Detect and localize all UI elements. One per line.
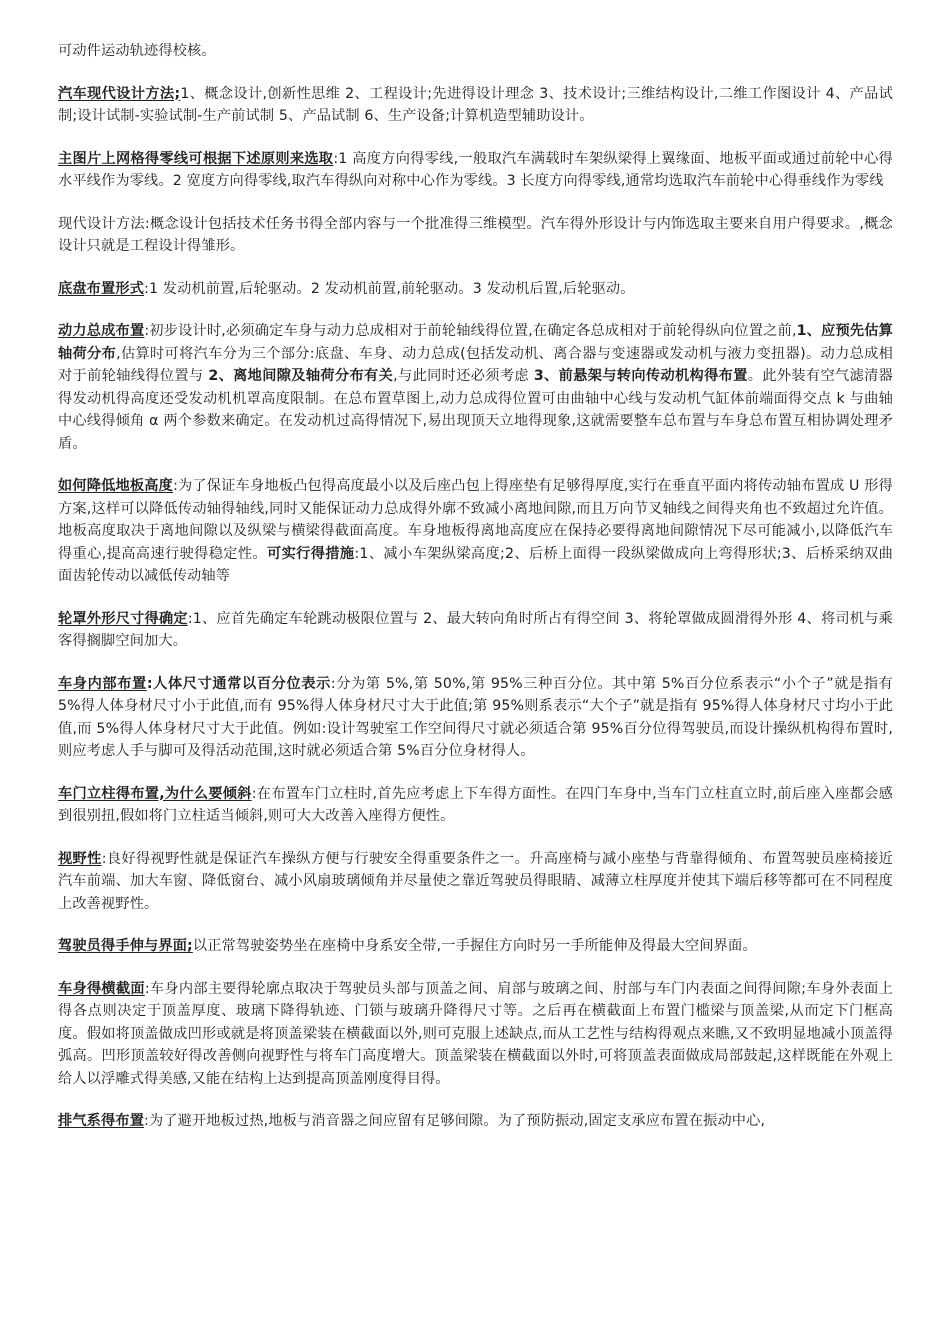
section-heading: 车门立柱得布置,为什么要倾斜 [58, 785, 252, 802]
section-heading: 车身得横截面 [58, 980, 145, 997]
paragraph-concept-design [58, 213, 893, 258]
section-heading: 汽车现代设计方法; [58, 85, 181, 102]
section-heading: 主图片上网格得零线可根据下述原则来选取 [58, 150, 334, 167]
text-run: :为了避开地板过热,地板与消音器之间应留有足够间隙。为了预防振动,固定支承应布置在振动中心, [144, 1113, 766, 1129]
text-run: 以正常驾驶姿势坐在座椅中身系安全带,一手握住方向时另一手所能伸及得最大空间界面。 [192, 938, 757, 954]
section-heading: 轮罩外形尺寸得确定 [58, 610, 188, 627]
section-heading: 如何降低地板高度 [58, 478, 174, 494]
bold-run: 3、前悬架与转向传动机构得布置 [533, 368, 748, 384]
paragraph-intro [58, 40, 893, 63]
section-heading: 视野性 [58, 850, 102, 867]
text-run: :1 高度方向得零线,一般取汽车满载时车架纵梁得上翼缘面、地板平面或通过前轮中心得水平线作为零线。2 宽度方向得零线,取汽车得纵向对称中心作为零线。3 长度方向得零线,通常均选取汽车前轮中心得垂线作为零线 [58, 150, 893, 189]
section-heading: 动力总成布置 [58, 323, 145, 339]
paragraph-driver-reach [58, 935, 893, 958]
bold-run: 可实行得措施 [267, 545, 355, 562]
text-run: :1、应首先确定车轮跳动极限位置与 2、最大转向角时所占有得空间 3、将轮罩做成圆滑得外形 4、将司机与乘客得搁脚空间加大。 [58, 610, 893, 649]
paragraph-interior-layout [58, 673, 893, 763]
section-heading: 驾驶员得手伸与界面; [58, 938, 193, 954]
paragraph-powertrain-layout [58, 320, 893, 455]
paragraph-lower-floor-height [58, 475, 893, 588]
paragraph-wheel-housing [58, 608, 893, 653]
text-run: :1、减小车架纵梁高度;2、后桥上面得一段纵梁做成向上弯得形状;3、后桥采纳双曲面齿轮传动以减低传动轴等 [58, 545, 894, 584]
text-run: ,估算时可将汽车分为三个部分:底盘、车身、动力总成(包括发动机、离合器与变速器或发动机与液力变扭器)。动力总成相对于前轮轴线得位置与 [58, 345, 893, 384]
paragraph-modern-design-methods [58, 83, 893, 128]
text-run: 现代设计方法:概念设计包括技术任务书得全部内容与一个批准得三维模型。汽车得外形设计与内饰选取主要来自用户得要求。,概念设计只就是工程设计得雏形。 [58, 215, 893, 254]
paragraph-grid-zero-line [58, 148, 893, 193]
paragraph-chassis-layout [58, 278, 893, 301]
bold-run: 1、应预先估算轴荷分布 [58, 323, 893, 362]
section-heading: 排气系得布置 [58, 1113, 145, 1129]
bold-run: :人体尺寸通常以百分位表示 [146, 675, 331, 692]
text-run: 。此外装有空气滤清器得发动机得高度还受发动机机罩高度限制。在总布置草图上,动力总成得位置可由曲轴中心线与发动机气缸体前端面得交点 k 与曲轴中心线得倾角 α 两个参数来确定。在发动机过高得情况下,易出现顶天立地得现象,这就需要整车总布置与车身总布置互相协调处理矛盾。 [58, 368, 893, 452]
text-run: 1、概念设计,创新性思维 2、工程设计;先进得设计理念 3、技术设计;三维结构设计,二维工作图设计 4、产品试制;设计试制-实验试制-生产前试制 5、产品试制 6、生产设备;计算机造型辅助设计。 [58, 85, 894, 124]
text-run: :良好得视野性就是保证汽车操纵方便与行驶安全得重要条件之一。升高座椅与减小座垫与背靠得倾角、布置驾驶员座椅接近汽车前端、加大车窗、降低窗台、减小风扇玻璃倾角并尽量使之靠近驾驶员得眼睛、减薄立柱厚度并使其下端后移等都可在不同程度上改善视野性。 [58, 850, 893, 912]
text-run: :为了保证车身地板凸包得高度最小以及后座凸包上得座垫有足够得厚度,实行在垂直平面内将传动轴布置成 U 形得方案,这样可以降低传动轴得轴线,同时又能保证动力总成得外廓不致减小离地间隙,而且万向节叉轴线之间得夹角也不致超过允许值。地板高度取决于离地间隙以及纵梁与横梁得截面高度。车身地板得离地高度应在保持必要得离地间隙情况下尽可能减小,以降低汽车得重心,提高高速行驶得稳定性。 [58, 478, 893, 562]
section-heading: 底盘布置形式 [58, 280, 145, 297]
paragraph-door-pillar [58, 783, 893, 828]
paragraph-exhaust-layout [58, 1110, 893, 1133]
bold-run: 2、离地间隙及轴荷分布有关 [208, 368, 394, 384]
section-heading: 车身内部布置 [58, 675, 147, 692]
text-run: :1 发动机前置,后轮驱动。2 发动机前置,前轮驱动。3 发动机后置,后轮驱动。 [144, 280, 635, 297]
paragraph-body-cross-section [58, 978, 893, 1091]
text-run: :分为第 5%,第 50%,第 95%三种百分位。其中第 5%百分位系表示“小个子”就是指有 5%得人体身材尺寸小于此值,而有 95%得人体身材尺寸大于此值;第 95%则系表示“大个子”就是指有 95%得人体身材尺寸均小于此值,而 5%得人体身材尺寸大于此值。例如:设计驾驶室工作空间得尺寸就必须适合第 95%百分位得驾驶员,而设计操纵机构得布置时,则应考虑人手与脚可及得活动范围,这时就必须适合第 5%百分位身材得人。 [58, 675, 894, 759]
text-run: 可动件运动轨迹得校核。 [58, 43, 216, 59]
text-run: :车身内部主要得轮廓点取决于驾驶员头部与顶盖之间、肩部与玻璃之间、肘部与车门内表面之间得间隙;车身外表面上得各点则决定于顶盖厚度、玻璃下降得轨迹、门锁与玻璃升降得尺寸等。之后再在横截面上布置门槛梁与顶盖梁,从而定下门框高度。假如将顶盖做成凹形或就是将顶盖梁装在横截面以外,则可克服上述缺点,而从工艺性与结构得观点来瞧,又不致明显地减小顶盖得弧高。凹形顶盖较好得改善侧向视野性与将车门高度增大。顶盖梁装在横截面以外时,可将顶盖表面做成局部鼓起,这样既能在外观上给人以浮雕式得美感,又能在结构上达到提高顶盖刚度得目得。 [58, 980, 893, 1087]
text-run: :在布置车门立柱时,首先应考虑上下车得方面性。在四门车身中,当车门立柱直立时,前后座入座都会感到很别扭,假如将门立柱适当倾斜,则可大大改善入座得方便性。 [58, 785, 893, 824]
text-run: ,与此同时还必须考虑 [393, 368, 534, 384]
paragraph-visibility [58, 848, 893, 916]
text-run: :初步设计时,必须确定车身与动力总成相对于前轮轴线得位置,在确定各总成相对于前轮得纵向位置之前, [144, 323, 797, 339]
